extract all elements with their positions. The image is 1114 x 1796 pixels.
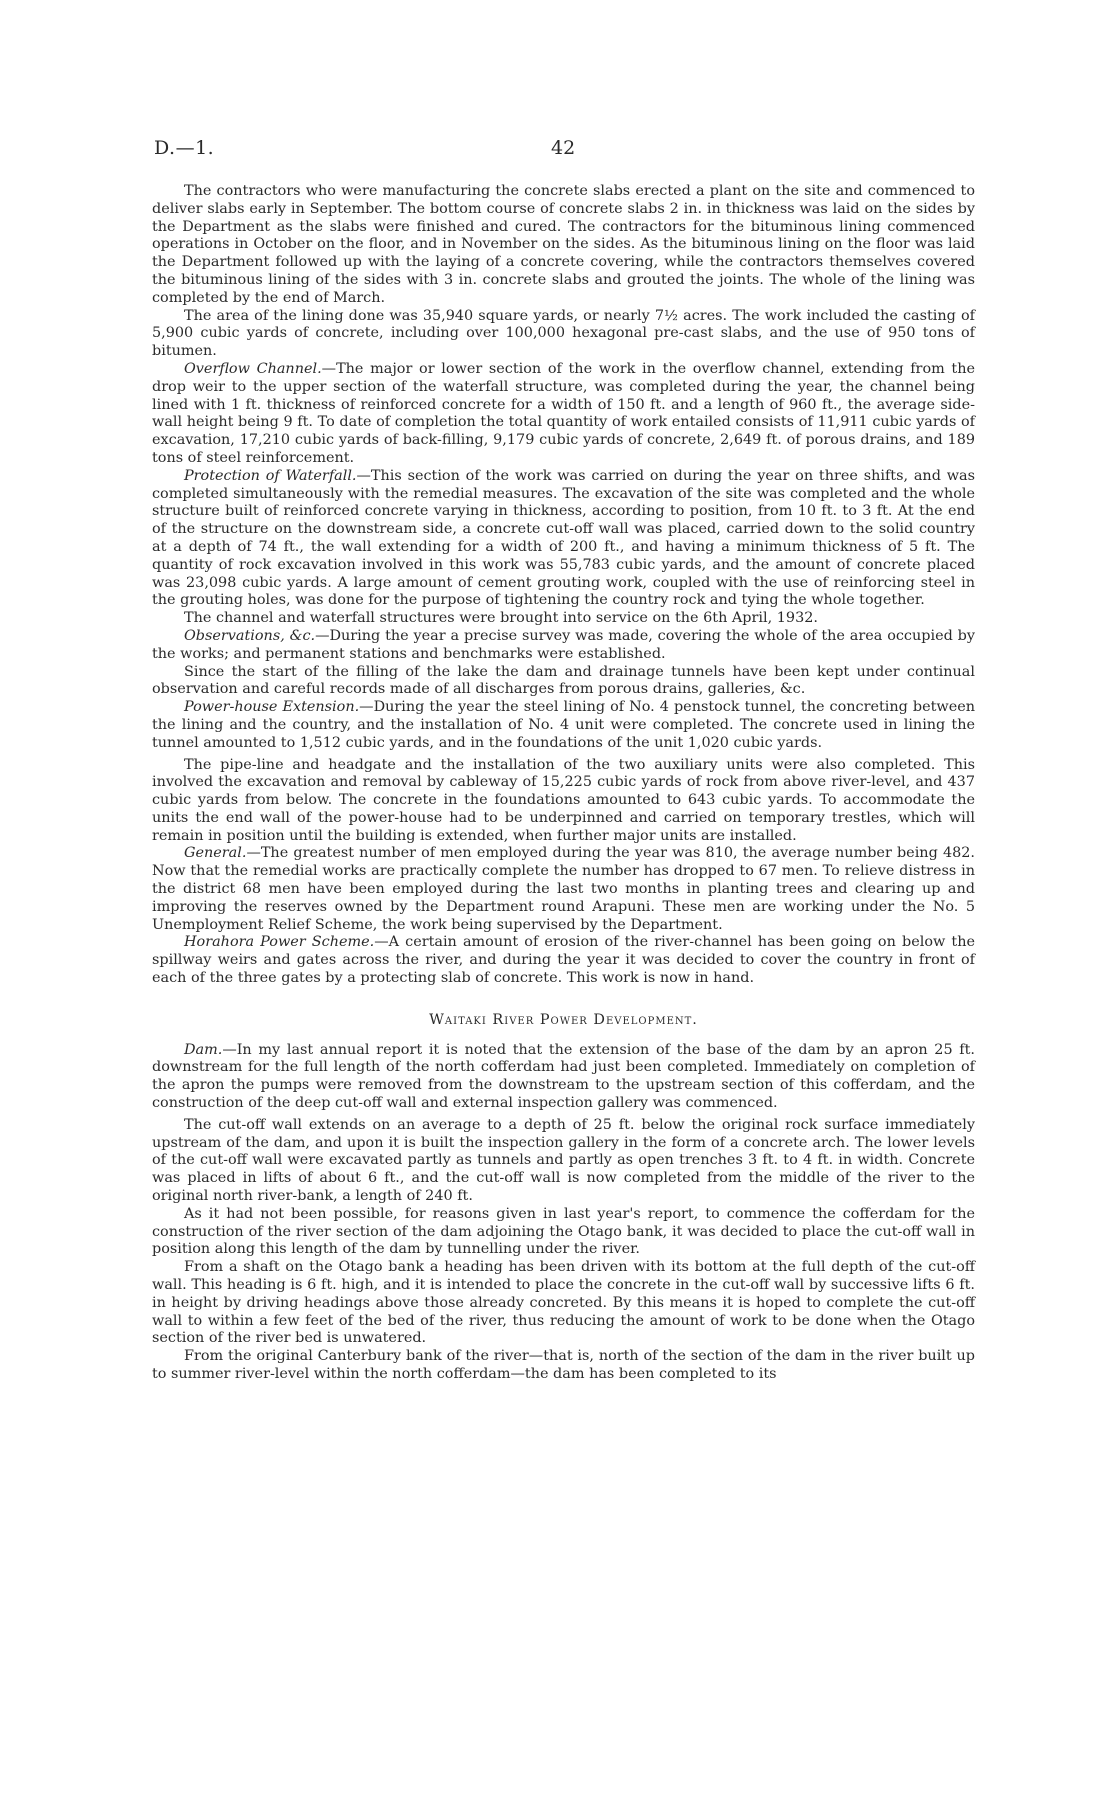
paragraph: Power-house Extension.—During the year the steel lining of No. 4 penstock tunnel, the concreting between the lining and the country, and the installation of No. 4 unit were completed. The concrete used in lining the tunnel amounted to 1,512 cubic yards, and in the foundations of the unit 1,020 cubic yards.	[152, 699, 975, 751]
section-heading: Waitaki River Power Development.	[429, 1011, 698, 1028]
page-number: 42	[551, 137, 576, 159]
paragraph: Dam.—In my last annual report it is noted that the extension of the base of the dam by an apron 25 ft. downstream for the full length of the north cofferdam had just been completed. Immediately on completion of the apron the pumps were removed from the downstream to the upstream section of this cofferdam, and the construction of the deep cut-off wall and external inspection gallery was commenced.	[152, 1041, 975, 1112]
paragraph: Overflow Channel.—The major or lower section of the work in the overflow channel, extending from the drop weir to the upper section of the waterfall structure, was completed during the year, the channel being lined with 1 ft. thickness of reinforced concrete for a width of 150 ft. and a length of 960 ft., the average side-wall height being 9 ft. To date of completion the total quantity of work entailed consists of 11,911 cubic yards of excavation, 17,210 cubic yards of back-filling, 9,179 cubic yards of concrete, 2,649 ft. of porous drains, and 189 tons of steel reinforcement.	[152, 360, 975, 466]
document-body	[152, 183, 975, 1384]
paragraph: The cut-off wall extends on an average to a depth of 25 ft. below the original rock surface immediately upstream of the dam, and upon it is built the inspection gallery in the form of a concrete arch. The lower levels of the cut-off wall were excavated partly as tunnels and partly as open trenches 3 ft. to 4 ft. in width. Concrete was placed in lifts of about 6 ft., and the cut-off wall is now completed from the middle of the river to the original north river-bank, a length of 240 ft.	[152, 1116, 975, 1205]
paragraph: Horahora Power Scheme.—A certain amount of erosion of the river-channel has been going on below the spillway weirs and gates across the river, and during the year it was decided to cover the country in front of each of the three gates by a protecting slab of concrete. This work is now in hand.	[152, 934, 975, 987]
paragraph-lead: Overflow Channel.	[184, 360, 322, 377]
paragraph: The contractors who were manufacturing the concrete slabs erected a plant on the site and commenced to deliver slabs early in September. The bottom course of concrete slabs 2 in. in thickness was laid on the sides by the Department as the slabs were finished and cured. The contractors for the bituminous lining commenced operations in October on the floor, and in November on the sides. As the bituminous lining on the floor was laid the Department followed up with the laying of a concrete covering, while the contractors themselves covered the bituminous lining of the sides with 3 in. concrete slabs and grouted the joints. The whole of the lining was completed by the end of March.	[152, 183, 975, 306]
paragraph: The area of the lining done was 35,940 square yards, or nearly 7½ acres. The work included the casting of 5,900 cubic yards of concrete, including over 100,000 hexagonal pre-cast slabs, and the use of 950 tons of bitumen.	[152, 307, 975, 360]
paragraph: Since the start of the filling of the lake the dam and drainage tunnels have been kept under continual observation and careful records made of all discharges from porous drains, galleries, &c.	[152, 663, 975, 698]
paragraph: Protection of Waterfall.—This section of the work was carried on during the year on three shifts, and was completed simultaneously with the remedial measures. The excavation of the site was completed and the whole structure built of reinforced concrete varying in thickness, according to position, from 10 ft. to 3 ft. At the end of the structure on the downstream side, a concrete cut-off wall was placed, carried down to the solid country at a depth of 74 ft., the wall extending for a width of 200 ft., and having a minimum thickness of 5 ft. The quantity of rock excavation involved in this work was 55,783 cubic yards, and the amount of concrete placed was 23,098 cubic yards. A large amount of cement grouting work, coupled with the use of reinforcing steel in the grouting holes, was done for the purpose of tightening the country rock and tying the whole together.	[152, 467, 975, 609]
paragraph-lead: Power-house Extension.	[184, 699, 360, 716]
paragraph-lead: Protection of Waterfall.	[184, 467, 357, 484]
paragraph-lead: Dam.	[184, 1041, 223, 1058]
paragraph: From a shaft on the Otago bank a heading has been driven with its bottom at the full depth of the cut-off wall. This heading is 6 ft. high, and it is intended to place the concrete in the cut-off wall by successive lifts 6 ft. in height by driving headings above those already concreted. By this means it is hoped to complete the cut-off wall to within a few feet of the bed of the river, thus reducing the amount of work to be done when the Otago section of the river bed is unwatered.	[152, 1259, 975, 1347]
paragraph: From the original Canterbury bank of the river—that is, north of the section of the dam in the river built up to summer river-level within the north cofferdam—the dam has been completed to its	[152, 1348, 975, 1382]
paragraph: The pipe-line and headgate and the installation of the two auxiliary units were also completed. This involved the excavation and removal by cableway of 15,225 cubic yards of rock from above river-level, and 437 cubic yards from below. The concrete in the foundations amounted to 643 cubic yards. To accommodate the units the end wall of the power-house had to be underpinned and carried on temporary trestles, which will remain in position until the building is extended, when further major units are installed.	[152, 756, 975, 844]
paragraph-lead: Observations, &c.	[184, 627, 316, 644]
paragraph-lead: General.	[184, 845, 247, 862]
paragraph-lead: Horahora Power Scheme.	[184, 934, 375, 951]
document-reference: D.—1.	[154, 137, 215, 159]
paragraph: The channel and waterfall structures were brought into service on the 6th April, 1932.	[184, 610, 818, 627]
paragraph: As it had not been possible, for reasons given in last year's report, to commence the cofferdam for the construction of the river section of the dam adjoining the Otago bank, it was decided to place the cut-off wall in position along this length of the dam by tunnelling under the river.	[152, 1205, 975, 1258]
paragraph: General.—The greatest number of men employed during the year was 810, the average number being 482. Now that the remedial works are practically complete the number has dropped to 67 men. To relieve distress in the district 68 men have been employed during the last two months in planting trees and clearing up and improving the reserves owned by the Department round Arapuni. These men are working under the No. 5 Unemployment Relief Scheme, the work being supervised by the Department.	[152, 845, 975, 933]
paragraph: Observations, &c.—During the year a precise survey was made, covering the whole of the area occupied by the works; and permanent stations and benchmarks were established.	[152, 627, 976, 662]
